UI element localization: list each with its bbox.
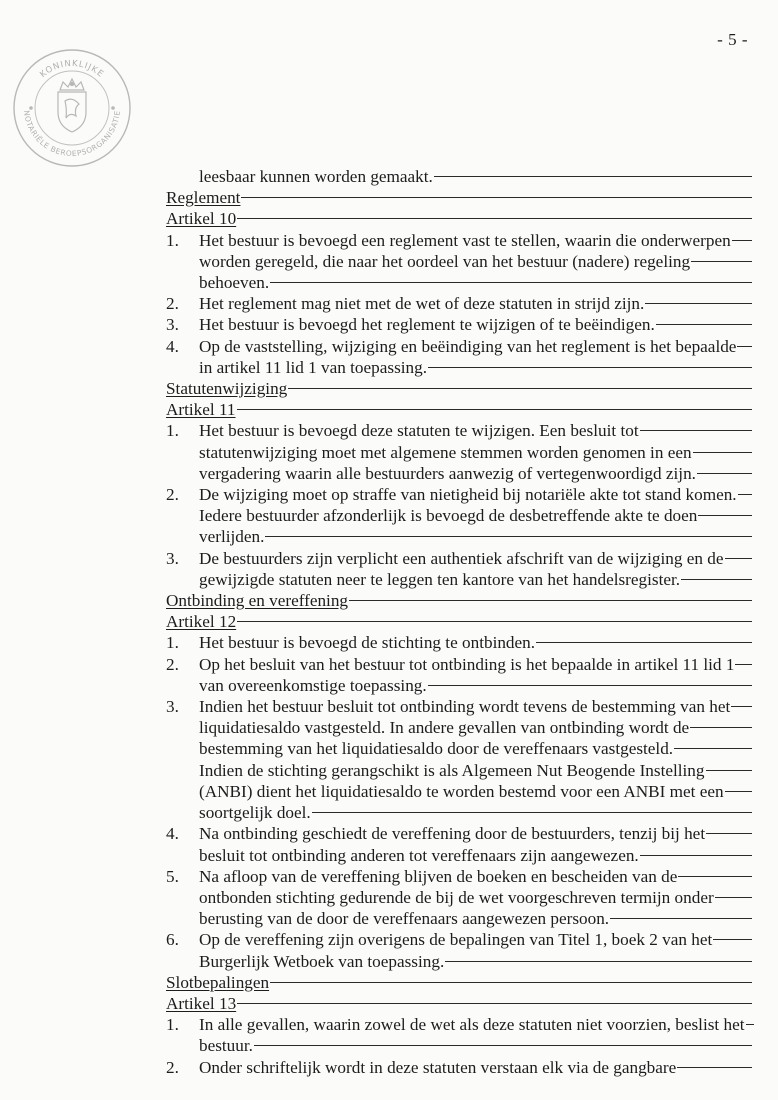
heading-text: Artikel 12	[166, 612, 237, 632]
clause-continuation	[166, 908, 752, 929]
clause-text: Na ontbinding geschiedt de vereffening door de bestuurders, tenzij bij het	[199, 824, 706, 844]
clause-text: Op de vereffening zijn overigens de bepalingen van Titel 1, boek 2 van het	[199, 930, 713, 950]
section-heading	[166, 378, 752, 399]
section-heading	[166, 590, 752, 611]
clause-number: 4.	[166, 336, 179, 356]
section-heading	[166, 187, 752, 208]
clause-text: behoeven.	[199, 273, 270, 293]
clause-text: Het bestuur is bevoegd het reglement te wijzigen of te beëindigen.	[199, 315, 655, 335]
clause-text: leesbaar kunnen worden gemaakt.	[199, 167, 433, 186]
fill-line	[738, 494, 752, 495]
section-heading	[166, 993, 752, 1014]
clause-text: verlijden.	[199, 527, 265, 547]
clause-text: van overeenkomstige toepassing.	[199, 675, 427, 695]
fill-line	[735, 664, 752, 665]
clause-text: Het bestuur is bevoegd deze statuten te wijzigen. Een besluit tot	[199, 421, 639, 441]
fill-line	[428, 685, 752, 686]
fill-line	[746, 1024, 754, 1025]
numbered-clause	[166, 1014, 752, 1035]
heading-text: Ontbinding en vereffening	[166, 591, 349, 611]
clause-number: 2.	[166, 654, 179, 674]
clause-continuation	[166, 887, 752, 908]
clause-text: gewijzigde statuten neer te leggen ten kantore van het handelsregister.	[199, 569, 681, 589]
clause-continuation	[166, 357, 752, 378]
clause-text: Op het besluit van het bestuur tot ontbinding is het bepaalde in artikel 11 lid 1	[199, 654, 735, 674]
fill-line	[737, 346, 752, 347]
seal-bottom-text: NOTARIËLE BEROEPSORGANISATIE	[21, 109, 122, 159]
notary-seal-stamp	[10, 46, 134, 170]
numbered-clause	[166, 420, 752, 441]
coat-of-arms-icon	[58, 79, 86, 132]
fill-line	[254, 1045, 752, 1046]
clause-text: besluit tot ontbinding anderen tot vereffenaars zijn aangewezen.	[199, 845, 639, 865]
fill-line	[690, 727, 752, 728]
fill-line	[265, 536, 752, 537]
fill-line	[697, 473, 752, 474]
fill-line	[237, 409, 752, 410]
heading-text: Reglement	[166, 188, 241, 208]
clause-text: ontbonden stichting gedurende de bij de wet voorgeschreven termijn onder	[199, 887, 714, 907]
section-heading	[166, 399, 752, 420]
fill-line	[312, 812, 752, 813]
clause-text: Iedere bestuurder afzonderlijk is bevoegd de desbetreffende akte te doen	[199, 506, 698, 526]
clause-number: 2.	[166, 294, 179, 314]
clause-continuation	[166, 526, 752, 547]
fill-line	[610, 918, 752, 919]
clause-number: 3.	[166, 548, 179, 568]
section-heading	[166, 208, 752, 229]
clause-continuation	[166, 442, 752, 463]
clause-text: Op de vaststelling, wijziging en beëindiging van het reglement is het bepaalde	[199, 336, 737, 356]
fill-line	[241, 197, 752, 198]
fill-line	[698, 515, 752, 516]
clause-continuation	[166, 251, 752, 272]
fill-line	[713, 939, 752, 940]
numbered-clause	[166, 654, 752, 675]
statutes-body	[166, 166, 752, 1078]
clause-continuation	[166, 802, 752, 823]
clause-number: 6.	[166, 930, 179, 950]
clause-text: soortgelijk doel.	[199, 803, 311, 823]
fill-line	[645, 303, 752, 304]
clause-text: liquidatiesaldo vastgesteld. In andere gevallen van ontbinding wordt de	[199, 718, 690, 738]
fill-line	[715, 897, 752, 898]
clause-text: worden geregeld, die naar het oordeel van het bestuur (nadere) regeling	[199, 251, 691, 271]
page-number: - 5 -	[717, 30, 748, 49]
clause-continuation	[166, 675, 752, 696]
clause-continuation	[166, 166, 752, 187]
fill-line	[677, 1067, 752, 1068]
fill-line	[270, 282, 752, 283]
heading-text: Statutenwijziging	[166, 379, 288, 399]
section-heading	[166, 611, 752, 632]
fill-line	[349, 600, 752, 601]
clause-number: 4.	[166, 824, 179, 844]
clause-continuation	[166, 738, 752, 759]
clause-text: Burgerlijk Wetboek van toepassing.	[199, 951, 445, 971]
heading-text: Artikel 10	[166, 209, 237, 229]
clause-text: bestemming van het liquidatiesaldo door de vereffenaars vastgesteld.	[199, 739, 674, 759]
clause-text: De bestuurders zijn verplicht een authentiek afschrift van de wijziging en de	[199, 548, 724, 568]
clause-continuation	[166, 463, 752, 484]
clause-continuation	[166, 569, 752, 590]
clause-text: Het reglement mag niet met de wet of deze statuten in strijd zijn.	[199, 294, 645, 314]
fill-line	[434, 176, 752, 177]
clause-text: (ANBI) dient het liquidatiesaldo te worden bestemd voor een ANBI met een	[199, 781, 724, 801]
clause-continuation	[166, 781, 752, 802]
section-heading	[166, 972, 752, 993]
fill-line	[725, 558, 752, 559]
heading-text: Artikel 13	[166, 993, 237, 1013]
clause-number: 3.	[166, 315, 179, 335]
numbered-clause	[166, 314, 752, 335]
numbered-clause	[166, 866, 752, 887]
fill-line	[270, 982, 752, 983]
clause-number: 2.	[166, 1057, 179, 1077]
clause-number: 2.	[166, 485, 179, 505]
clause-number: 5.	[166, 866, 179, 886]
fill-line	[678, 876, 752, 877]
clause-text: bestuur.	[199, 1036, 253, 1056]
numbered-clause	[166, 293, 752, 314]
clause-text: De wijziging moet op straffe van nietigheid bij notariële akte tot stand komen.	[199, 485, 737, 505]
clause-text: Het bestuur is bevoegd een reglement vast te stellen, waarin die onderwerpen	[199, 230, 731, 250]
clause-continuation	[166, 845, 752, 866]
numbered-clause	[166, 929, 752, 950]
clause-continuation	[166, 717, 752, 738]
svg-text:KONINKLIJKE	[38, 59, 105, 80]
fill-line	[693, 452, 752, 453]
numbered-clause	[166, 632, 752, 653]
fill-line	[288, 388, 752, 389]
clause-number: 3.	[166, 697, 179, 717]
fill-line	[237, 1003, 752, 1004]
heading-text: Artikel 11	[166, 400, 236, 420]
clause-number: 1.	[166, 421, 179, 441]
numbered-clause	[166, 823, 752, 844]
fill-line	[237, 218, 752, 219]
fill-line	[428, 367, 752, 368]
clause-number: 1.	[166, 1015, 179, 1035]
fill-line	[445, 961, 752, 962]
clause-text: in artikel 11 lid 1 van toepassing.	[199, 357, 428, 377]
heading-text: Slotbepalingen	[166, 972, 270, 992]
fill-line	[681, 579, 752, 580]
fill-line	[706, 770, 753, 771]
clause-continuation	[166, 1035, 752, 1056]
clause-text: statutenwijziging moet met algemene stemmen worden genomen in een	[199, 442, 692, 462]
fill-line	[725, 791, 752, 792]
clause-text: In alle gevallen, waarin zowel de wet als deze statuten niet voorzien, beslist het	[199, 1015, 745, 1035]
svg-text:NOTARIËLE BEROEPSORGANISATIE	[22, 110, 122, 158]
numbered-clause	[166, 336, 752, 357]
clause-continuation	[166, 505, 752, 526]
fill-line	[640, 430, 752, 431]
fill-line	[237, 621, 752, 622]
numbered-clause	[166, 1057, 752, 1078]
fill-line	[640, 855, 752, 856]
fill-line	[706, 833, 752, 834]
seal-top-text: KONINKLIJKE	[38, 58, 106, 80]
numbered-clause	[166, 484, 752, 505]
fill-line	[656, 324, 752, 325]
clause-number: 1.	[166, 633, 179, 653]
clause-text: Na afloop van de vereffening blijven de boeken en bescheiden van de	[199, 866, 678, 886]
numbered-clause	[166, 230, 752, 251]
fill-line	[674, 748, 752, 749]
clause-text: vergadering waarin alle bestuurders aanwezig of vertegenwoordigd zijn.	[199, 463, 696, 483]
clause-text: Het bestuur is bevoegd de stichting te ontbinden.	[199, 633, 536, 653]
clause-text: Indien het bestuur besluit tot ontbinding wordt tevens de bestemming van het	[199, 697, 731, 717]
clause-continuation	[166, 951, 752, 972]
clause-text: berusting van de door de vereffenaars aangewezen persoon.	[199, 909, 610, 929]
fill-line	[536, 642, 752, 643]
numbered-clause	[166, 548, 752, 569]
fill-line	[732, 240, 752, 241]
numbered-clause	[166, 696, 752, 717]
clause-number: 1.	[166, 230, 179, 250]
fill-line	[691, 261, 752, 262]
clause-continuation	[166, 272, 752, 293]
clause-text: Indien de stichting gerangschikt is als Algemeen Nut Beogende Instelling	[199, 760, 705, 780]
clause-text: Onder schriftelijk wordt in deze statuten verstaan elk via de gangbare	[199, 1057, 677, 1077]
fill-line	[731, 706, 752, 707]
clause-continuation	[166, 760, 752, 781]
